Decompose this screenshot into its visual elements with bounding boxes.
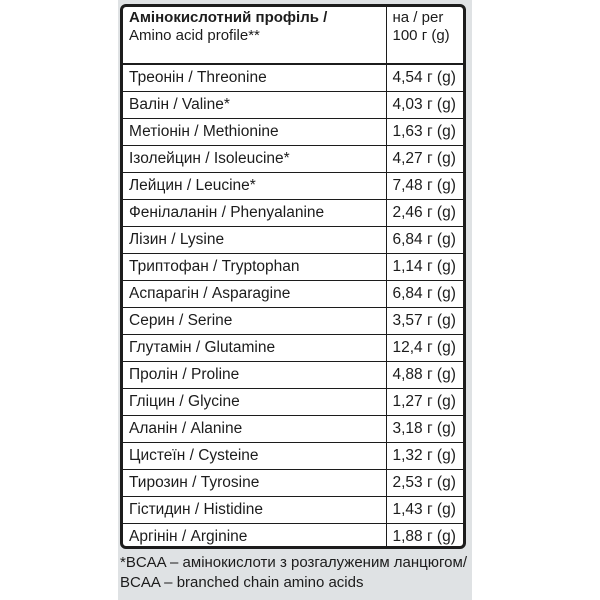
amino-acid-value: 7,48 г (g) [386, 173, 463, 200]
amino-acid-name: Гістидин / Histidine [123, 497, 386, 524]
table-row [123, 497, 463, 524]
amino-acid-name: Валін / Valine* [123, 92, 386, 119]
amino-acid-value: 6,84 г (g) [386, 227, 463, 254]
amino-acid-table [123, 7, 463, 549]
amino-acid-value: 1,14 г (g) [386, 254, 463, 281]
column-header-value [386, 7, 463, 64]
table-row [123, 227, 463, 254]
amino-acid-name: Триптофан / Tryptophan [123, 254, 386, 281]
bcaa-footnote [120, 553, 470, 593]
table-row [123, 416, 463, 443]
amino-acid-value: 1,43 г (g) [386, 497, 463, 524]
amino-acid-name: Аланін / Alanine [123, 416, 386, 443]
column-header-name-line2: Amino acid profile** [129, 27, 260, 44]
amino-acid-name: Аспарагін / Asparagine [123, 281, 386, 308]
amino-acid-name: Глутамін / Glutamine [123, 335, 386, 362]
table-row [123, 173, 463, 200]
amino-acid-value: 1,27 г (g) [386, 389, 463, 416]
amino-acid-name: Серин / Serine [123, 308, 386, 335]
table-row [123, 200, 463, 227]
amino-acid-name: Метіонін / Methionine [123, 119, 386, 146]
footnote-line2: BCAA – branched chain amino acids [120, 574, 364, 591]
amino-acid-value: 3,18 г (g) [386, 416, 463, 443]
amino-acid-value: 1,63 г (g) [386, 119, 463, 146]
amino-acid-value: 1,88 г (g) [386, 524, 463, 550]
table-row [123, 470, 463, 497]
amino-acid-name: Гліцин / Glycine [123, 389, 386, 416]
amino-acid-name: Ізолейцин / Isoleucine* [123, 146, 386, 173]
table-row [123, 119, 463, 146]
amino-acid-table-frame [120, 4, 466, 549]
amino-acid-name: Треонін / Threonine [123, 64, 386, 92]
table-header-row [123, 7, 463, 64]
footnote-line1: *BCAA – амінокислоти з розгалуженим ланцюгом/ [120, 554, 467, 571]
table-row [123, 362, 463, 389]
amino-acid-value: 2,46 г (g) [386, 200, 463, 227]
table-row [123, 443, 463, 470]
table-row [123, 281, 463, 308]
table-body [123, 64, 463, 549]
amino-acid-name: Лейцин / Leucine* [123, 173, 386, 200]
amino-acid-name: Пролін / Proline [123, 362, 386, 389]
table-row [123, 524, 463, 550]
amino-acid-value: 6,84 г (g) [386, 281, 463, 308]
amino-acid-name: Фенілаланін / Phenyalanine [123, 200, 386, 227]
table-row [123, 254, 463, 281]
amino-acid-value: 4,54 г (g) [386, 64, 463, 92]
table-row [123, 308, 463, 335]
table-row [123, 64, 463, 92]
amino-acid-value: 1,32 г (g) [386, 443, 463, 470]
amino-acid-name: Цистеїн / Cysteine [123, 443, 386, 470]
amino-acid-value: 4,27 г (g) [386, 146, 463, 173]
column-header-value-line1: на / per [392, 9, 444, 26]
column-header-name-line1: Амінокислотний профіль / [129, 9, 328, 26]
amino-acid-value: 4,03 г (g) [386, 92, 463, 119]
amino-acid-name: Аргінін / Arginine [123, 524, 386, 550]
amino-acid-name: Тирозин / Tyrosine [123, 470, 386, 497]
column-header-name [123, 7, 386, 64]
table-row [123, 389, 463, 416]
table-row [123, 335, 463, 362]
amino-acid-value: 12,4 г (g) [386, 335, 463, 362]
amino-acid-name: Лізин / Lysine [123, 227, 386, 254]
table-row [123, 146, 463, 173]
table-row [123, 92, 463, 119]
amino-acid-value: 3,57 г (g) [386, 308, 463, 335]
amino-acid-value: 2,53 г (g) [386, 470, 463, 497]
amino-acid-value: 4,88 г (g) [386, 362, 463, 389]
column-header-value-line2: 100 г (g) [392, 27, 450, 44]
